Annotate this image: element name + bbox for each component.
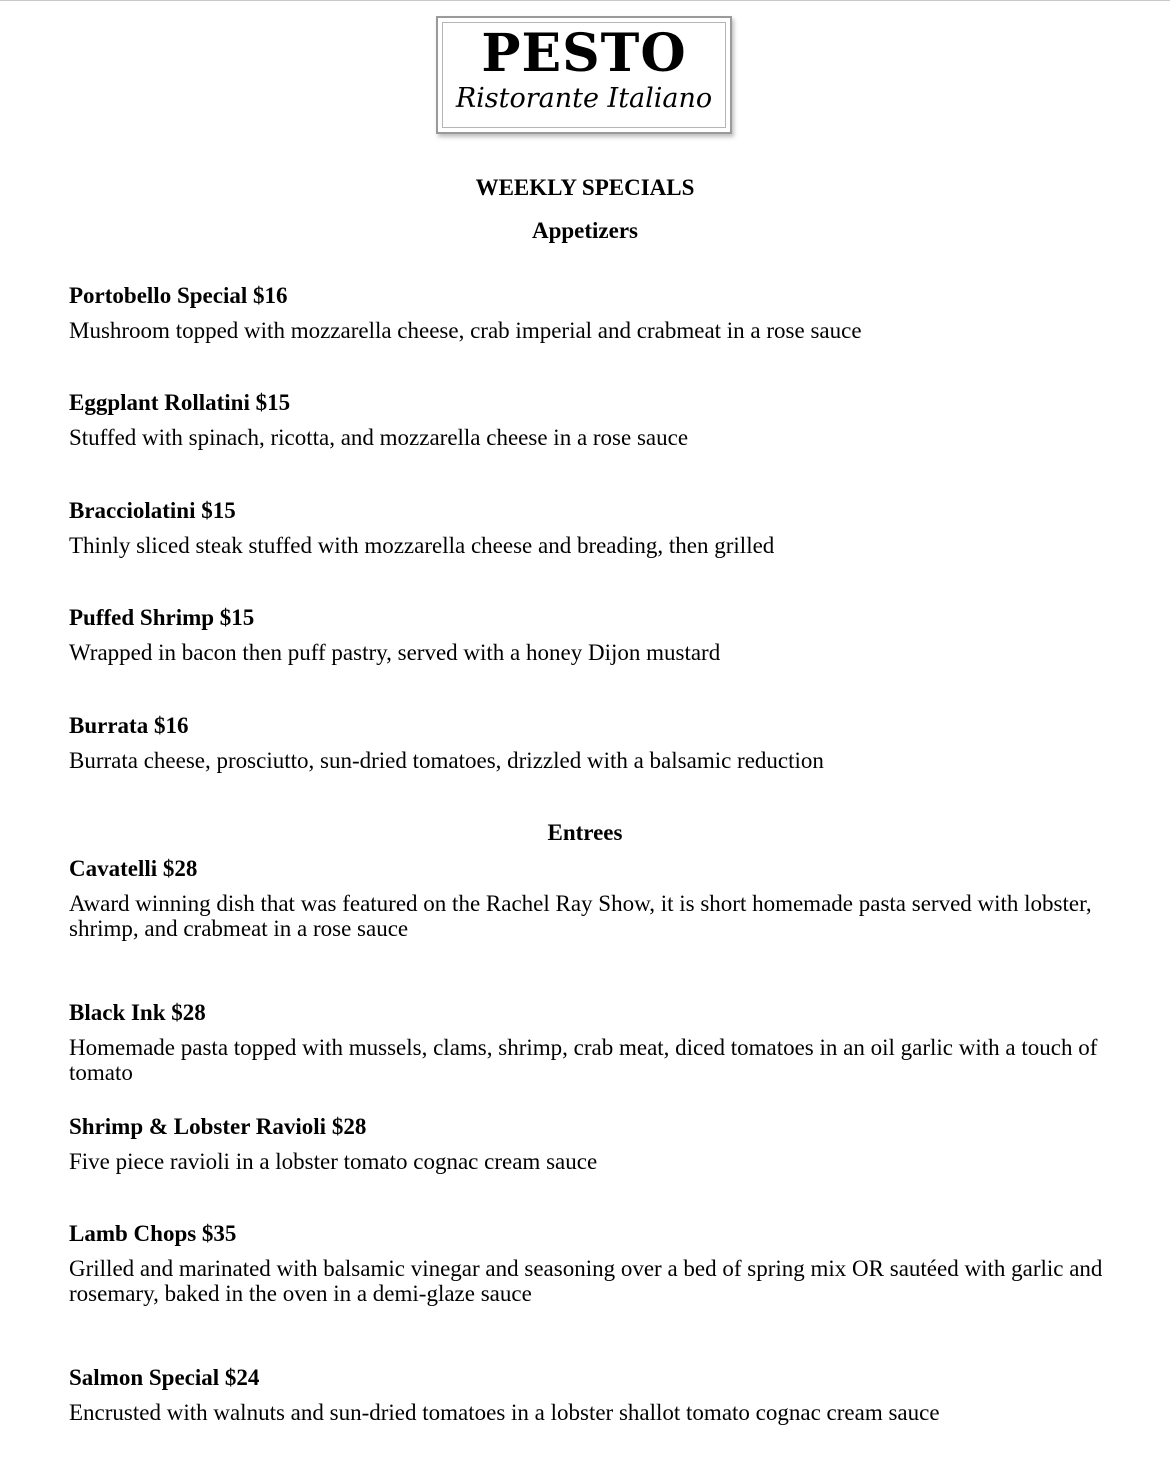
menu-item-title: Shrimp & Lobster Ravioli $28	[69, 1114, 367, 1139]
menu-item-description: Award winning dish that was featured on the Rachel Ray Show, it is short homemade pasta served with lobster, shrimp, and crabmeat in a rose sauce	[69, 891, 1092, 941]
menu-item	[69, 282, 1109, 343]
menu-item-title: Puffed Shrimp $15	[69, 605, 255, 630]
menu-item	[69, 712, 1109, 773]
menu-item-description: Grilled and marinated with balsamic vinegar and seasoning over a bed of spring mix OR sautéed with garlic and rosemary, baked in the oven in a demi-glaze sauce	[69, 1256, 1103, 1306]
entrees-heading: Entrees	[547, 820, 623, 845]
menu-item-title: Lamb Chops $35	[69, 1221, 237, 1246]
logo-title: PESTO	[481, 23, 687, 84]
menu-item	[69, 1113, 1109, 1174]
menu-item-title: Portobello Special $16	[69, 283, 288, 308]
logo-subtitle: Ristorante Italiano	[455, 83, 713, 114]
menu-item-description: Stuffed with spinach, ricotta, and mozzarella cheese in a rose sauce	[69, 425, 689, 450]
menu-item-description: Wrapped in bacon then puff pastry, served with a honey Dijon mustard	[69, 640, 721, 665]
page-title: WEEKLY SPECIALS	[475, 175, 695, 200]
menu-item-description: Encrusted with walnuts and sun-dried tomatoes in a lobster shallot tomato cognac cream sauce	[69, 1400, 940, 1425]
menu-item	[69, 497, 1109, 558]
menu-item	[69, 1364, 1109, 1425]
menu-item-description: Mushroom topped with mozzarella cheese, crab imperial and crabmeat in a rose sauce	[69, 318, 862, 343]
menu-item	[69, 999, 1109, 1085]
appetizers-heading: Appetizers	[531, 218, 639, 243]
menu-item-title: Cavatelli $28	[69, 856, 198, 881]
menu-item-title: Salmon Special $24	[69, 1365, 260, 1390]
menu-item-title: Eggplant Rollatini $15	[69, 390, 291, 415]
menu-item-title: Burrata $16	[69, 713, 189, 738]
menu-item-description: Homemade pasta topped with mussels, clams, shrimp, crab meat, diced tomatoes in an oil garlic with a touch of tomato	[69, 1035, 1098, 1085]
menu-item-title: Bracciolatini $15	[69, 498, 236, 523]
restaurant-logo	[436, 16, 732, 134]
menu-item	[69, 389, 1109, 450]
menu-item-description: Burrata cheese, prosciutto, sun-dried tomatoes, drizzled with a balsamic reduction	[69, 748, 824, 773]
menu-item	[69, 1220, 1109, 1306]
menu-item	[69, 855, 1109, 941]
top-divider	[0, 0, 1170, 1]
menu-item-description: Five piece ravioli in a lobster tomato cognac cream sauce	[69, 1149, 598, 1174]
menu-item-description: Thinly sliced steak stuffed with mozzarella cheese and breading, then grilled	[69, 533, 775, 558]
menu-item-title: Black Ink $28	[69, 1000, 206, 1025]
menu-item	[69, 604, 1109, 665]
